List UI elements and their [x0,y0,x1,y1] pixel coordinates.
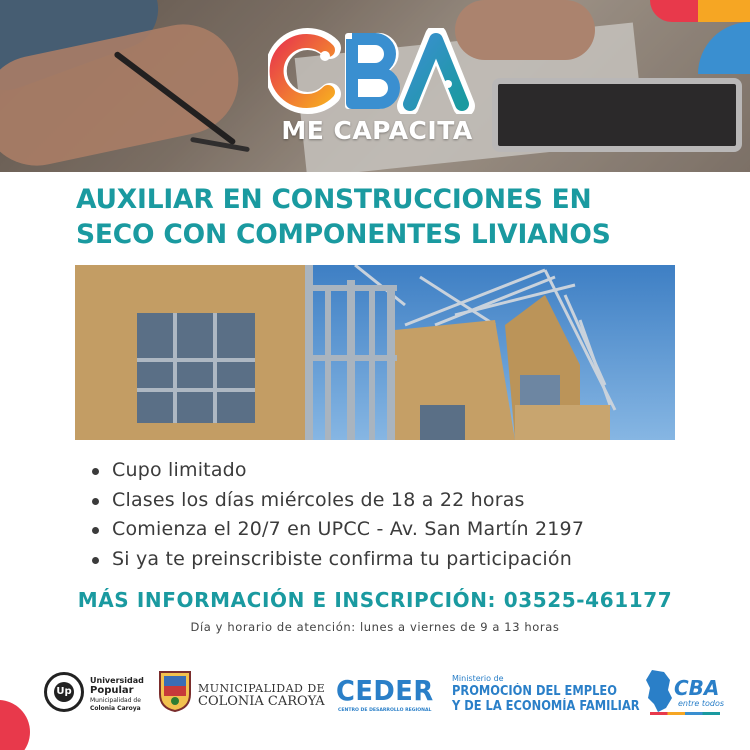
construction-photo [75,265,675,440]
municipalidad-colonia-caroya-logo: MUNICIPALIDAD DE COLONIA CAROYA [158,668,323,720]
ministerio-promocion-empleo-logo: Ministerio de PROMOCIÓN DEL EMPLEO Y DE LA ECONOMÍA FAMILIAR [452,674,640,714]
detail-item-cupo: Cupo limitado [90,456,710,486]
cordoba-map-icon [644,668,676,714]
color-stripe [650,712,720,715]
detail-item-horario: Clases los días miércoles de 18 a 22 horas [90,486,710,516]
detail-item-confirmacion: Si ya te preinscribiste confirma tu participación [90,545,710,575]
cba-logo-letters [268,28,478,114]
cba-entre-todos-logo: CBA entre todos [644,668,724,720]
course-title [76,182,696,252]
course-title-line-2: SECO CON COMPONENTES LIVIANOS [76,219,611,250]
logo-subtitle: ME CAPACITA [281,116,473,145]
course-details-list [90,456,710,574]
ceder-logo: CEDER CENTRO DE DESARROLLO REGIONAL [336,674,434,713]
cba-me-capacita-logo [268,28,478,148]
detail-item-inicio: Comienza el 20/7 en UPCC - Av. San Martín 2197 [90,515,710,545]
course-title-line-1: AUXILIAR EN CONSTRUCCIONES EN [76,184,592,215]
corner-decoration-bottom-left [0,700,30,750]
universidad-popular-logo: Up Universidad Popular Municipalidad de Colonia Caroya [44,668,154,720]
corner-decoration-orange [698,0,750,22]
coat-of-arms-icon [158,670,192,712]
contact-info: MÁS INFORMACIÓN E INSCRIPCIÓN: 03525-461177 [77,588,673,612]
up-circle-icon: Up [44,672,84,712]
contact-hours: Día y horario de atención: lunes a viernes de 9 a 13 horas [190,620,560,634]
